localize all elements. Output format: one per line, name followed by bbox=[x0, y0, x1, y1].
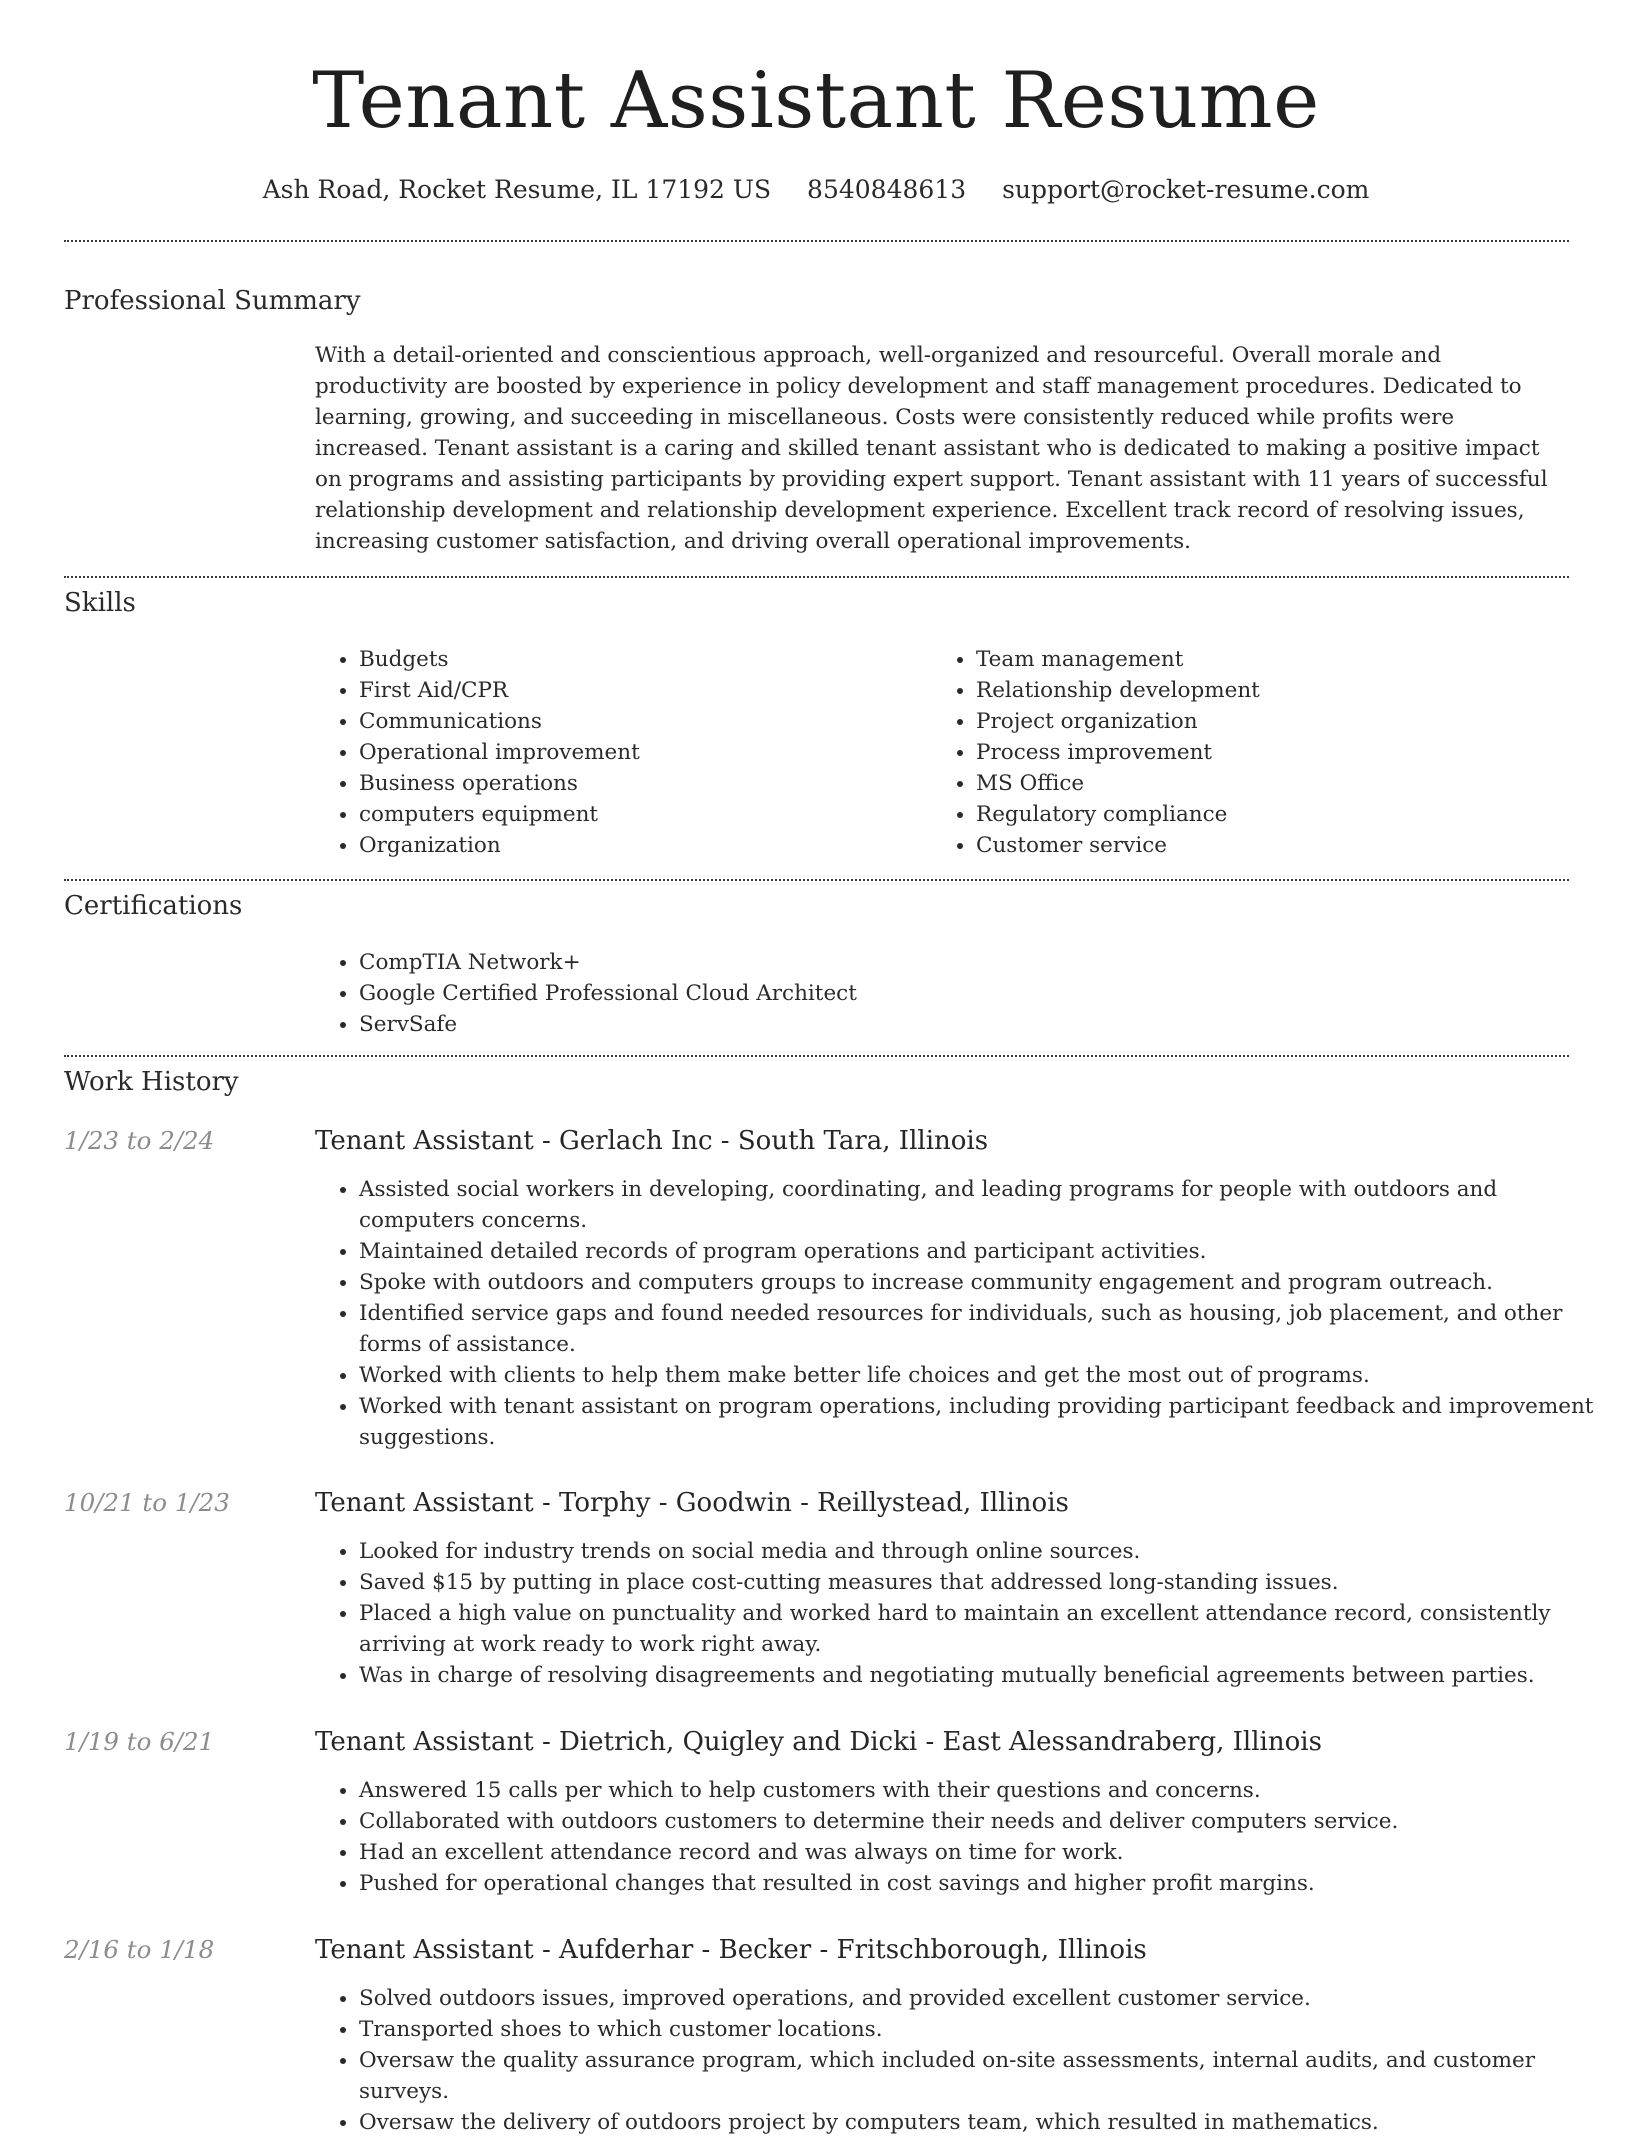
section-divider bbox=[64, 1055, 1569, 1057]
skill-item: • MS Office bbox=[976, 768, 1576, 799]
skill-item: • Budgets bbox=[359, 644, 919, 675]
job-dates: 2/16 to 1/18 bbox=[64, 1935, 215, 1964]
job-duty: • Worked with clients to help them make better life choices and get the most out of programs. bbox=[359, 1360, 1613, 1391]
skills-heading: Skills bbox=[64, 588, 136, 618]
job-duty: • Assisted social workers in developing, coordinating, and leading programs for people with outdoors and computers concerns. bbox=[359, 1174, 1613, 1236]
job-title: Tenant Assistant - Dietrich, Quigley and Dicki - East Alessandraberg, Illinois bbox=[315, 1727, 1322, 1757]
job-duty: • Looked for industry trends on social media and through online sources. bbox=[359, 1536, 1613, 1567]
job-duty: • Answered 15 calls per which to help customers with their questions and concerns. bbox=[359, 1775, 1613, 1806]
skills-list-right bbox=[932, 644, 1576, 861]
job-duty: • Maintained detailed records of program operations and participant activities. bbox=[359, 1236, 1613, 1267]
job-dates: 10/21 to 1/23 bbox=[64, 1488, 230, 1517]
certifications-list bbox=[315, 947, 1613, 1040]
skill-item: • Operational improvement bbox=[359, 737, 919, 768]
certification-item: • CompTIA Network+ bbox=[359, 947, 1613, 978]
job-title: Tenant Assistant - Aufderhar - Becker - Fritschborough, Illinois bbox=[315, 1935, 1147, 1965]
job-duty: • Identified service gaps and found needed resources for individuals, such as housing, job placement, and other forms of assistance. bbox=[359, 1298, 1613, 1360]
contact-line bbox=[0, 170, 1632, 210]
skills-list-left bbox=[315, 644, 919, 861]
job-duty: • Solved outdoors issues, improved operations, and provided excellent customer service. bbox=[359, 1983, 1613, 2014]
work-history-heading: Work History bbox=[64, 1067, 239, 1097]
job-duty: • Placed a high value on punctuality and worked hard to maintain an excellent attendance record, consistently arriving at work ready to work right away. bbox=[359, 1598, 1613, 1660]
section-divider bbox=[64, 879, 1569, 881]
job-duties-list bbox=[315, 1983, 1613, 2138]
contact-address: Ash Road, Rocket Resume, IL 17192 US bbox=[262, 175, 772, 204]
section-divider bbox=[64, 240, 1569, 242]
job-title: Tenant Assistant - Torphy - Goodwin - Reillystead, Illinois bbox=[315, 1488, 1069, 1518]
certification-item: • ServSafe bbox=[359, 1009, 1613, 1040]
skill-item: • Business operations bbox=[359, 768, 919, 799]
job-duty: • Oversaw the delivery of outdoors project by computers team, which resulted in mathematics. bbox=[359, 2107, 1613, 2138]
summary-heading: Professional Summary bbox=[64, 286, 361, 316]
job-duty: • Oversaw the quality assurance program, which included on-site assessments, internal audits, and customer surveys. bbox=[359, 2045, 1613, 2107]
skill-item: • Process improvement bbox=[976, 737, 1576, 768]
job-duty: • Saved $15 by putting in place cost-cutting measures that addressed long-standing issues. bbox=[359, 1567, 1613, 1598]
skill-item: • computers equipment bbox=[359, 799, 919, 830]
job-duty: • Collaborated with outdoors customers to determine their needs and deliver computers service. bbox=[359, 1806, 1613, 1837]
skill-item: • Relationship development bbox=[976, 675, 1576, 706]
certifications-heading: Certifications bbox=[64, 891, 243, 921]
skill-item: • Communications bbox=[359, 706, 919, 737]
skill-item: • Team management bbox=[976, 644, 1576, 675]
job-duties-list bbox=[315, 1536, 1613, 1691]
job-duty: • Pushed for operational changes that resulted in cost savings and higher profit margins. bbox=[359, 1868, 1613, 1899]
job-dates: 1/23 to 2/24 bbox=[64, 1126, 215, 1155]
job-duty: • Had an excellent attendance record and was always on time for work. bbox=[359, 1837, 1613, 1868]
job-title: Tenant Assistant - Gerlach Inc - South Tara, Illinois bbox=[315, 1126, 989, 1156]
job-dates: 1/19 to 6/21 bbox=[64, 1727, 215, 1756]
job-duty: • Worked with tenant assistant on program operations, including providing participant feedback and improvement suggestions. bbox=[359, 1391, 1613, 1453]
skill-item: • First Aid/CPR bbox=[359, 675, 919, 706]
resume-title: Tenant Assistant Resume bbox=[312, 56, 1320, 146]
skill-item: • Customer service bbox=[976, 830, 1576, 861]
skill-item: • Organization bbox=[359, 830, 919, 861]
job-duty: • Transported shoes to which customer locations. bbox=[359, 2014, 1613, 2045]
job-duty: • Spoke with outdoors and computers groups to increase community engagement and program outreach. bbox=[359, 1267, 1613, 1298]
skill-item: • Project organization bbox=[976, 706, 1576, 737]
section-divider bbox=[64, 576, 1569, 578]
certification-item: • Google Certified Professional Cloud Architect bbox=[359, 978, 1613, 1009]
contact-email: support@rocket-resume.com bbox=[1002, 175, 1370, 204]
job-duties-list bbox=[315, 1174, 1613, 1453]
job-duty: • Was in charge of resolving disagreements and negotiating mutually beneficial agreements between parties. bbox=[359, 1660, 1613, 1691]
job-duties-list bbox=[315, 1775, 1613, 1899]
summary-text: With a detail-oriented and conscientious approach, well-organized and resourceful. Overall morale and productivity are boosted by experience in policy development and staff management procedures. Dedicated to learning, growing, and succeeding in miscellaneous. Costs were consistently reduced while profits were increased. Tenant assistant is a caring and skilled tenant assistant who is dedicated to making a positive impact on programs and assisting participants by providing expert support. Tenant assistant with 11 years of successful relationship development and relationship development experience. Excellent track record of resolving issues, increasing customer satisfaction, and driving overall operational improvements. bbox=[315, 343, 1548, 554]
skill-item: • Regulatory compliance bbox=[976, 799, 1576, 830]
contact-phone: 8540848613 bbox=[807, 175, 967, 204]
